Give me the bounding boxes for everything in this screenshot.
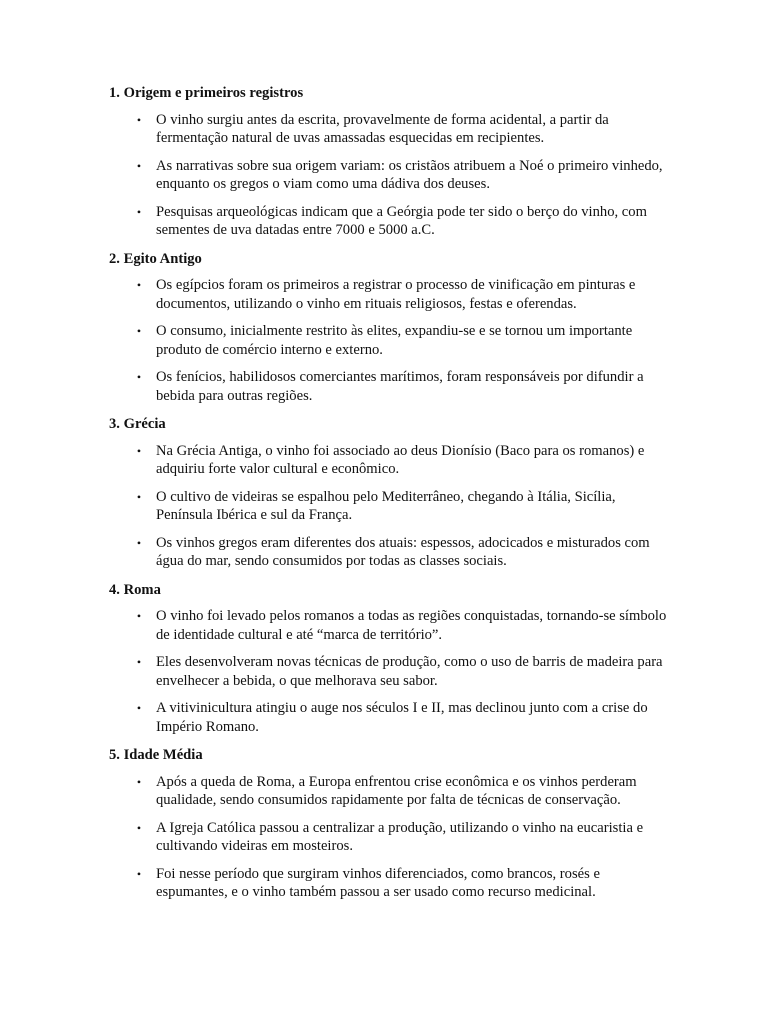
bullet-item [109,865,668,902]
section-heading: 5. Idade Média [109,747,203,763]
bullet-icon: • [136,112,142,127]
bullet-text: Os egípcios foram os primeiros a registrar o processo de vinificação em pinturas e documentos, utilizando o vinho em rituais religiosos, festas e oferendas. [156,277,636,312]
bullet-icon: • [136,535,142,550]
bullet-item [109,699,668,736]
bullet-icon: • [136,324,142,338]
bullet-item [109,653,668,690]
bullet-list [109,111,668,240]
bullet-icon: • [136,774,142,789]
section-idade-media [109,746,668,902]
bullet-text: O cultivo de videiras se espalhou pelo Mediterrâneo, chegando à Itália, Sicília, Península Ibérica e sul da França. [156,488,616,523]
bullet-text: Foi nesse período que surgiram vinhos diferenciados, como brancos, rosés e espumantes, e o vinho também passou a ser usado como recurso medicinal. [156,865,600,900]
bullet-list [109,773,668,902]
bullet-item [109,276,668,313]
bullet-icon: • [136,489,142,504]
bullet-text: A Igreja Católica passou a centralizar a produção, utilizando o vinho na eucaristia e cultivando videiras em mosteiros. [156,819,644,854]
bullet-list [109,607,668,736]
bullet-text: Eles desenvolveram novas técnicas de produção, como o uso de barris de madeira para envelhecer a bebida, o que melhorava seu sabor. [156,654,663,689]
bullet-text: Pesquisas arqueológicas indicam que a Geórgia pode ter sido o berço do vinho, com sementes de uva datadas entre 7000 e 5000 a.C. [156,203,647,238]
bullet-list [109,276,668,405]
bullet-item [109,157,668,194]
bullet-text: Os fenícios, habilidosos comerciantes marítimos, foram responsáveis por difundir a bebida para outras regiões. [156,369,644,404]
section-heading: 2. Egito Antigo [109,250,202,267]
bullet-icon: • [136,443,142,458]
bullet-icon: • [136,204,142,219]
section-roma [109,581,668,737]
section-heading: 1. Origem e primeiros registros [109,85,304,101]
bullet-item [109,203,668,240]
section-origem [109,84,668,240]
bullet-text: A vitivinicultura atingiu o auge nos séculos I e II, mas declinou junto com a crise do Império Romano. [156,700,648,735]
section-heading: 3. Grécia [109,416,166,432]
bullet-text: Na Grécia Antiga, o vinho foi associado ao deus Dionísio (Baco para os romanos) e adquiriu forte valor cultural e econômico. [156,442,645,477]
bullet-text: O vinho foi levado pelos romanos a todas as regiões conquistadas, tornando-se símbolo de identidade cultural e até “marca de território”. [156,608,667,643]
bullet-text: Os vinhos gregos eram diferentes dos atuais: espessos, adocicados e misturados com água do mar, sendo consumidos por todas as classes sociais. [156,534,650,569]
bullet-icon: • [136,278,142,292]
bullet-item [109,488,668,525]
bullet-item [109,442,668,479]
bullet-list [109,442,668,571]
bullet-item [109,322,668,359]
bullet-item [109,368,668,405]
bullet-icon: • [136,701,142,715]
bullet-text: As narrativas sobre sua origem variam: os cristãos atribuem a Noé o primeiro vinhedo, enquanto os gregos o viam como uma dádiva dos deuses. [156,157,663,192]
bullet-item [109,773,668,810]
bullet-icon: • [136,609,142,623]
bullet-icon: • [136,158,142,173]
bullet-item [109,534,668,571]
bullet-text: O consumo, inicialmente restrito às elites, expandiu-se e se tornou um importante produto de comércio interno e externo. [156,323,633,358]
bullet-text: Após a queda de Roma, a Europa enfrentou crise econômica e os vinhos perderam qualidade, sendo consumidos rapidamente por falta de técnicas de conservação. [156,773,637,808]
bullet-icon: • [136,820,142,835]
bullet-icon: • [136,655,142,669]
bullet-icon: • [136,866,142,881]
section-grecia [109,415,668,571]
section-egito-antigo [109,250,668,406]
section-heading: 4. Roma [109,581,161,598]
bullet-item [109,819,668,856]
bullet-item [109,111,668,148]
bullet-text: O vinho surgiu antes da escrita, provavelmente de forma acidental, a partir da fermentação natural de uvas amassadas esquecidas em recipientes. [156,111,609,146]
bullet-icon: • [136,370,142,384]
bullet-item [109,607,668,644]
